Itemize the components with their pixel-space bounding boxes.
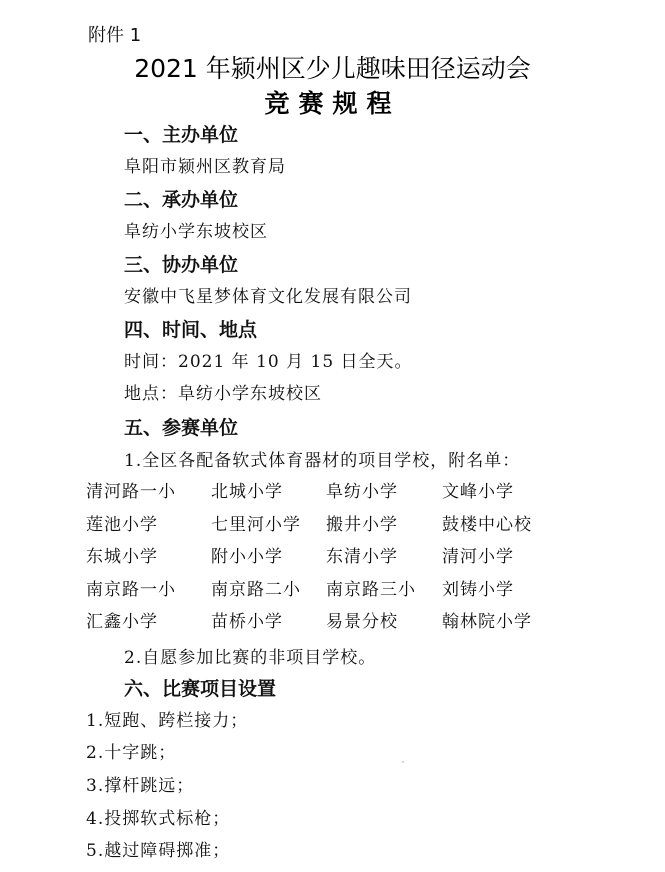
school-row <box>86 545 556 578</box>
school-name: 文峰小学 <box>442 482 514 502</box>
event-item: 1.短跑、跨栏接力； <box>86 711 249 731</box>
school-name: 南京路二小 <box>211 579 301 600</box>
document-title: 2021 年颍州区少儿趣味田径运动会 <box>134 54 531 83</box>
school-name: 阜纺小学 <box>326 482 398 502</box>
school-name: 汇鑫小学 <box>86 612 158 632</box>
school-name: 东清小学 <box>326 547 398 567</box>
school-name: 南京路三小 <box>326 579 416 600</box>
scan-speck <box>402 761 404 763</box>
section-heading-time-place: 四、时间、地点 <box>124 319 258 341</box>
section-heading-organizer: 一、主办单位 <box>124 124 239 146</box>
school-name: 苗桥小学 <box>211 612 283 632</box>
school-name: 附小小学 <box>211 547 283 567</box>
place-line: 地点：阜纺小学东坡校区 <box>124 384 322 404</box>
section-body-host: 阜纺小学东坡校区 <box>124 222 268 242</box>
school-name: 翰林院小学 <box>442 612 532 632</box>
section-body-co-organizer: 安徽中飞星梦体育文化发展有限公司 <box>124 287 412 307</box>
school-name: 清河小学 <box>442 547 514 567</box>
school-name: 莲池小学 <box>86 514 158 535</box>
document-subtitle: 竞赛规程 <box>264 89 401 118</box>
school-row <box>86 480 556 513</box>
school-name: 易景分校 <box>326 612 398 632</box>
event-item: 3.撑杆跳远； <box>86 776 195 796</box>
event-item: 5.越过障碍掷准； <box>86 841 231 861</box>
section-body-organizer: 阜阳市颍州区教育局 <box>124 157 286 177</box>
event-item: 2.十字跳； <box>86 743 177 763</box>
participants-outro: 2.自愿参加比赛的非项目学校。 <box>124 648 377 668</box>
school-name: 南京路一小 <box>86 579 176 600</box>
section-heading-co-organizer: 三、协办单位 <box>124 254 239 276</box>
school-row <box>86 610 556 643</box>
section-heading-events: 六、比赛项目设置 <box>124 678 277 700</box>
attachment-label: 附件 1 <box>88 25 142 46</box>
school-name: 搬井小学 <box>326 514 398 535</box>
school-name: 东城小学 <box>86 547 158 567</box>
school-name: 七里河小学 <box>211 514 301 535</box>
time-line: 时间：2021 年 10 月 15 日全天。 <box>124 352 413 372</box>
event-item: 4.投掷软式标枪； <box>86 809 231 829</box>
school-name: 清河路一小 <box>86 482 176 502</box>
school-list <box>86 480 556 643</box>
participants-intro: 1.全区各配备软式体育器材的项目学校，附名单： <box>124 451 521 471</box>
school-row <box>86 578 556 611</box>
section-heading-participants: 五、参赛单位 <box>124 417 239 439</box>
school-name: 北城小学 <box>211 482 283 502</box>
school-name: 鼓楼中心校 <box>442 514 532 535</box>
school-row <box>86 513 556 546</box>
school-name: 刘铸小学 <box>442 579 514 600</box>
section-heading-host: 二、承办单位 <box>124 189 239 211</box>
